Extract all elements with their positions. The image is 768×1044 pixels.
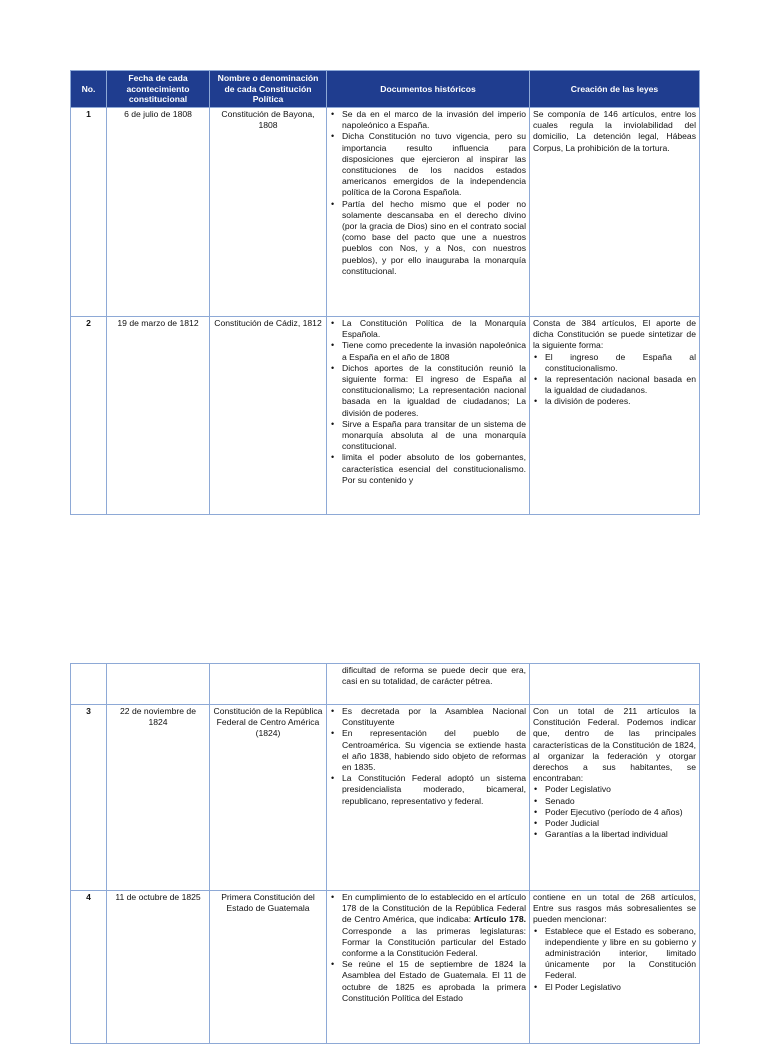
list-item: • La Constitución Política de la Monarquía Española. — [342, 318, 526, 340]
constitutions-table-page-2 — [70, 663, 700, 1044]
laws-text: Se componía de 146 artículos, entre los cuales regula la inviolabilidad del domicilio, La detención legal, Hábeas Corpus, La prohibición de la tortura. — [533, 109, 696, 153]
list-item: • Senado — [545, 796, 696, 807]
table-row — [71, 108, 700, 317]
list-item: • El ingreso de España al constitucionalismo. — [545, 352, 696, 374]
list-item: • Establece que el Estado es soberano, independiente y libre en su gobierno y administración interior, limitado únicamente por la Constitución Federal. — [545, 926, 696, 982]
docs-rest: Corresponde a las primeras legislaturas: Formar la Constitución particular del Estado conforme a la Constitución Federal. — [342, 925, 526, 959]
header-docs: Documentos históricos — [327, 71, 530, 108]
laws-text: Consta de 384 artículos, El aporte de dicha Constitución se puede sintetizar de la siguiente forma: — [533, 318, 696, 351]
list-item: • La Constitución Federal adoptó un sistema presidencialista moderado, bicameral, republicano, representativo y federal. — [342, 773, 526, 807]
list-item: • Tiene como precedente la invasión napoleónica a España en el año de 1808 — [342, 340, 526, 362]
list-item: • la representación nacional basada en la igualdad de ciudadanos. — [545, 374, 696, 396]
continuation-text — [327, 664, 530, 705]
row-number: 3 — [71, 705, 107, 891]
list-item: • El Poder Legislativo — [545, 982, 696, 993]
list-item — [342, 892, 526, 959]
header-laws: Creación de las leyes — [530, 71, 700, 108]
table-row — [71, 891, 700, 1044]
row-historical-docs — [327, 317, 530, 515]
table-header-row — [71, 71, 700, 108]
list-item: • En representación del pueblo de Centroamérica. Su vigencia se extiende hasta el año 1838, habiendo sido objeto de reformas en 1835. — [342, 728, 526, 773]
header-no: No. — [71, 71, 107, 108]
list-item: • Sirve a España para transitar de un sistema de monarquía absoluta al de una monarquía constitucional. — [342, 419, 526, 453]
list-item: • Partía del hecho mismo que el poder no solamente descansaba en el derecho divino (por la gracia de Dios) sino en el contrato social (como base del pacto que une a nuestros pueblos con Nos, y a Nos, con nuestros pueblos), y por ello inaugurabа la monarquía constitucional. — [342, 199, 526, 277]
row-date: 22 de noviembre de 1824 — [107, 705, 210, 891]
row-laws — [530, 891, 700, 1044]
list-item: • limita el poder absoluto de los gobernantes, característica esencial del constitucionalismo. Por su contenido y — [342, 452, 526, 486]
list-item: • Se da en el marco de la invasión del imperio napoleónico a España. — [342, 109, 526, 131]
row-constitution-name: Constitución de Cádiz, 1812 — [210, 317, 327, 515]
list-item: • Dicha Constitución no tuvo vigencia, pero su importancia resulto influencia para disposiciones que ejercieron al inspirar las constituciones de los nacidos estados americanos emergidos de la independencia política de la Corona Española. — [342, 131, 526, 198]
empty-cell — [71, 664, 107, 705]
list-item: • Es decretada por la Asamblea Nacional Constituyente — [342, 706, 526, 728]
list-item: • Garantías a la libertad individual — [545, 829, 696, 840]
row-number: 2 — [71, 317, 107, 515]
row-date: 6 de julio de 1808 — [107, 108, 210, 317]
empty-cell — [530, 664, 700, 705]
constitutions-table-page-1 — [70, 70, 700, 515]
list-item: • Poder Ejecutivo (período de 4 años) — [545, 807, 696, 818]
row-constitution-name: Constitución de Bayona, 1808 — [210, 108, 327, 317]
row-historical-docs — [327, 705, 530, 891]
row-number: 4 — [71, 891, 107, 1044]
table-row — [71, 705, 700, 891]
header-name: Nombre o denominación de cada Constitución Política — [210, 71, 327, 108]
row-constitution-name: Constitución de la República Federal de Centro América (1824) — [210, 705, 327, 891]
empty-cell — [210, 664, 327, 705]
row-laws — [530, 108, 700, 317]
row-historical-docs — [327, 108, 530, 317]
row-date: 19 de marzo de 1812 — [107, 317, 210, 515]
list-item: • Se reúne el 15 de septiembre de 1824 la Asamblea del Estado de Guatemala. El 11 de octubre de 1825 es aprobada la primera Constitución Política del Estado — [342, 959, 526, 1004]
list-item: • Poder Legislativo — [545, 784, 696, 795]
continuation-paragraph: dificultad de reforma se puede decir que era, casi en su totalidad, de carácter pétrea. — [342, 665, 526, 687]
row-number: 1 — [71, 108, 107, 317]
row-laws — [530, 705, 700, 891]
row-laws — [530, 317, 700, 515]
docs-article-ref: Artículo 178. — [473, 914, 526, 925]
laws-text: Con un total de 211 artículos la Constitución Federal. Podemos indicar que, dentro de las principales características de la Constitución de 1824, al organizar la federación y otorgar derechos a sus habitantes, se encontraban: — [533, 706, 696, 784]
laws-text: contiene en un total de 268 artículos, Entre sus rasgos más sobresalientes se pueden mencionar: — [533, 892, 696, 925]
list-item: • Dichos aportes de la constitución reunió la siguiente forma: El ingreso de España al constitucionalismo; La representación nacional basada en la igualdad de ciudadanos; La división de poderes. — [342, 363, 526, 419]
docs-intro: En cumplimiento de lo establecido en el artículo 178 de la Constitución de la República Federal de Centro América, que indicaba: — [342, 892, 526, 925]
table-row — [71, 317, 700, 515]
list-item: • la división de poderes. — [545, 396, 696, 407]
row-date: 11 de octubre de 1825 — [107, 891, 210, 1044]
empty-cell — [107, 664, 210, 705]
row-historical-docs — [327, 891, 530, 1044]
table-row-continuation — [71, 664, 700, 705]
row-constitution-name: Primera Constitución del Estado de Guatemala — [210, 891, 327, 1044]
header-date: Fecha de cada acontecimiento constitucional — [107, 71, 210, 108]
list-item: • Poder Judicial — [545, 818, 696, 829]
